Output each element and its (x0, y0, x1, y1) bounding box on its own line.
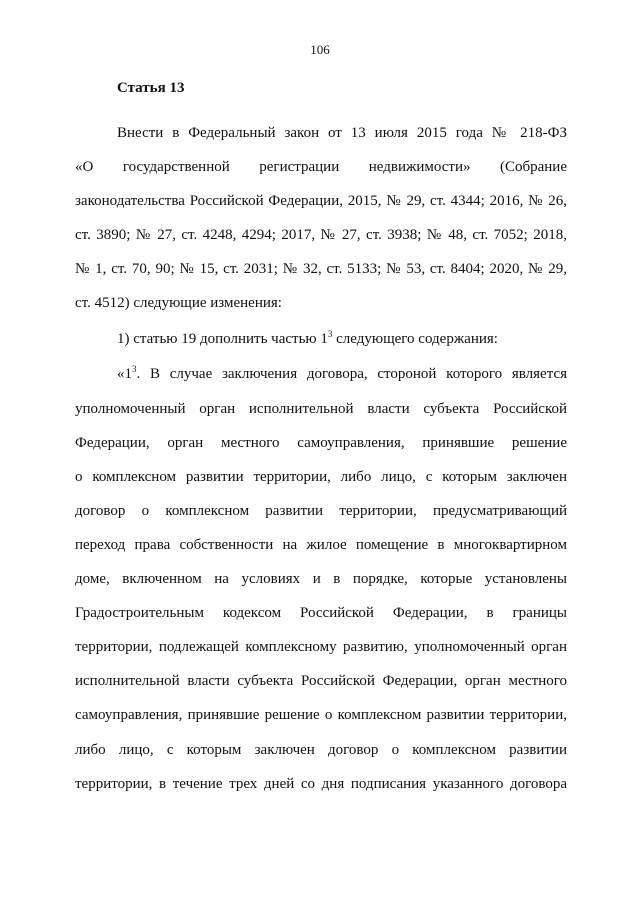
quote-line: Федерации, орган местного самоуправления, принявшие решение (75, 435, 567, 451)
list-item-1 (117, 330, 498, 348)
quote-line: самоуправления, принявшие решение о комплексном развитии территории, (75, 707, 567, 723)
paragraph-line: ст. 3890; № 27, ст. 4248, 4294; 2017, № 27, ст. 3938; № 48, ст. 7052; 2018, (75, 227, 567, 243)
page-number: 106 (310, 42, 330, 57)
quote-line: Градостроительным кодексом Российской Федерации, в границы (75, 605, 567, 621)
paragraph-line: ст. 4512) следующие изменения: (75, 295, 282, 311)
paragraph-line: «О государственной регистрации недвижимости» (Собрание (75, 159, 567, 175)
list-item-text: 1) статью 19 дополнить частью 1 (117, 331, 328, 347)
paragraph-line: № 1, ст. 70, 90; № 15, ст. 2031; № 32, ст. 5133; № 53, ст. 8404; 2020, № 29, (75, 261, 567, 277)
superscript: 3 (327, 329, 333, 339)
quote-text: . В случае заключения договора, стороной которого является (136, 366, 567, 382)
quote-text: «1 (117, 366, 132, 382)
quote-line: исполнительной власти субъекта Российской Федерации, орган местного (75, 673, 567, 689)
quote-line: либо лицо, с которым заключен договор о комплексном развитии (75, 742, 567, 758)
quote-line: территории, в течение трех дней со дня подписания указанного договора (75, 776, 567, 792)
quote-line: уполномоченный орган исполнительной власти субъекта Российской (75, 401, 567, 417)
quote-line: о комплексном развитии территории, либо лицо, с которым заключен (75, 469, 567, 485)
quote-line: доме, включенном на условиях и в порядке, которые установлены (75, 571, 567, 587)
paragraph-line: Внести в Федеральный закон от 13 июля 2015 года № 218-ФЗ (117, 125, 567, 141)
quote-line: договор о комплексном развитии территории, предусматривающий (75, 503, 567, 519)
quote-first-line (117, 365, 567, 383)
superscript: 3 (132, 364, 137, 374)
quote-line: переход права собственности на жилое помещение в многоквартирном (75, 537, 567, 553)
article-title: Статья 13 (117, 80, 185, 96)
quote-line: территории, подлежащей комплексному развитию, уполномоченный орган (75, 639, 567, 655)
list-item-text: следующего содержания: (332, 331, 498, 347)
paragraph-line: законодательства Российской Федерации, 2015, № 29, ст. 4344; 2016, № 26, (75, 193, 567, 209)
